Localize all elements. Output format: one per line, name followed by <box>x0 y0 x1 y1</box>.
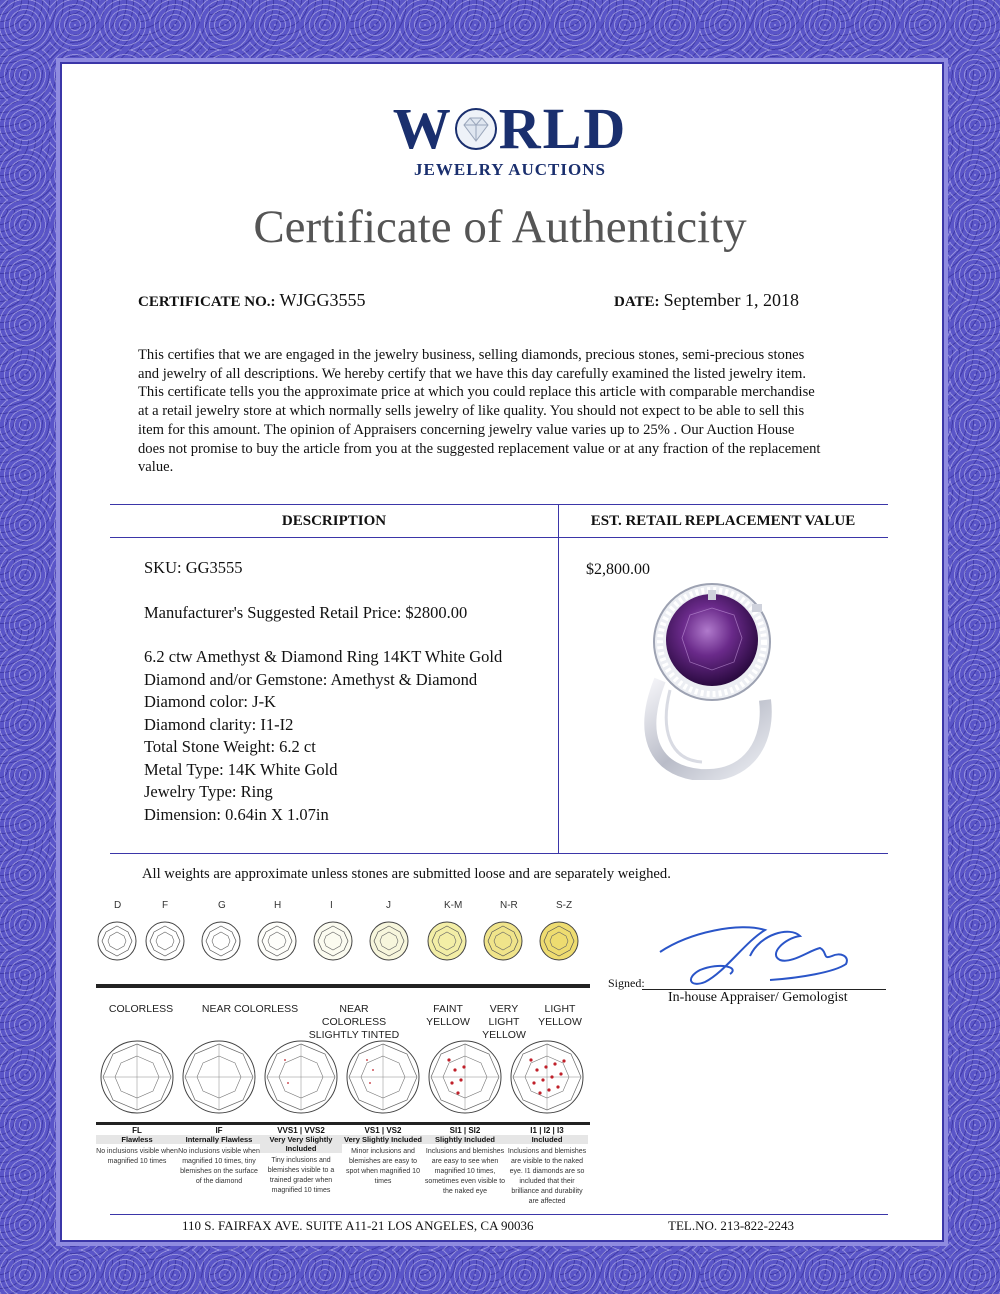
color-grade-letter: G <box>218 900 226 911</box>
color-category-line: COLORLESS <box>108 1003 174 1015</box>
clarity-diamond-icon <box>181 1034 257 1120</box>
signature <box>650 912 870 990</box>
detail-line: Diamond color: J-K <box>144 692 276 711</box>
table-column-divider <box>558 505 559 853</box>
logo-letters-rld: RLD <box>498 96 628 161</box>
color-grade-letter: N-R <box>500 900 518 911</box>
detail-line: Diamond clarity: I1-I2 <box>144 714 294 734</box>
intro-line: at a retail jewelry store at which normally sells jewelry of like quality. You should not expect to be able to sell this <box>138 403 805 420</box>
color-grade-bar <box>96 984 590 988</box>
clarity-grade-code: I1 | I2 | I3 <box>530 1126 564 1135</box>
color-grade-letter: D <box>114 900 122 911</box>
intro-line: This certifies that we are engaged in the jewelry business, selling diamonds, precious stones, semi-precious stones <box>138 347 805 363</box>
color-grade-letter: S-Z <box>556 900 573 911</box>
clarity-grade-name: Slightly Included <box>424 1135 506 1144</box>
color-category-line: NEAR COLORLESS <box>321 1003 387 1028</box>
weights-note: All weights are approximate unless stones are submitted loose and are separately weighed. <box>142 866 671 882</box>
detail-line: Jewelry Type: Ring <box>144 782 273 801</box>
certificate-number-label: CERTIFICATE NO.: <box>138 294 276 310</box>
color-category-line: NEAR COLORLESS <box>201 1003 299 1015</box>
color-grade-letter: F <box>162 900 169 911</box>
clarity-grade-description: Inclusions and blemishes are visible to the naked eye. I1 diamonds are so included that their brilliance and durability are affected <box>507 1148 587 1205</box>
sku: SKU: GG3555 <box>144 558 243 577</box>
certificate-number <box>138 290 366 311</box>
diamond-icon <box>482 920 524 962</box>
diamond-icon <box>368 920 410 962</box>
replacement-value: $2,800.00 <box>586 561 650 578</box>
detail-line: 6.2 ctw Amethyst & Diamond Ring 14KT White Gold <box>144 647 503 666</box>
detail-line: Metal Type: 14K White Gold <box>144 759 338 779</box>
table-header-divider <box>110 537 888 538</box>
diamond-icon <box>312 920 354 962</box>
signed-label: Signed: <box>608 976 645 990</box>
clarity-grade <box>424 1126 506 1196</box>
intro-line: and jewelry of all descriptions. We hereby certify that we have this day carefully examined the listed jewelry item. <box>138 365 807 382</box>
item-description <box>144 557 502 826</box>
intro-line: item for this amount. The opinion of Appraisers concerning jewelry value varies up to 25% . Our Auction House <box>138 421 795 438</box>
clarity-grade-name: Very Very Slightly Included <box>260 1135 342 1153</box>
clarity-grade-code: VVS1 | VVS2 <box>277 1126 325 1135</box>
color-category-line: LIGHT <box>544 1003 576 1015</box>
detail-line: Dimension: 0.64in X 1.07in <box>144 804 329 824</box>
clarity-grade-name: Very Slightly Included <box>342 1135 424 1144</box>
diamond-icon <box>200 920 242 962</box>
date-label: DATE: <box>614 294 660 310</box>
clarity-diamond-icon <box>99 1034 175 1120</box>
diamond-icon <box>426 920 468 962</box>
clarity-grade <box>96 1126 178 1166</box>
logo-letter-w: W <box>392 96 453 161</box>
color-grade-letter: K-M <box>444 900 463 911</box>
color-grade-letter: I <box>330 900 333 911</box>
color-category-line: YELLOW <box>538 1016 582 1028</box>
clarity-grade-name: Flawless <box>96 1135 178 1144</box>
clarity-grade <box>178 1126 260 1186</box>
intro-line: This certificate tells you the approximate price at which you could replace this article with comparable merchandise <box>138 384 815 401</box>
clarity-grade-description: Tiny inclusions and blemishes visible to a trained grader when magnified 10 times <box>267 1157 335 1194</box>
msrp: Manufacturer's Suggested Retail Price: $2800.00 <box>144 602 468 622</box>
value-header: EST. RETAIL REPLACEMENT VALUE <box>590 513 856 529</box>
color-category-line: YELLOW <box>426 1016 470 1028</box>
description-header: DESCRIPTION <box>281 513 387 529</box>
footer-address: 110 S. FAIRFAX AVE. SUITE A11-21 LOS ANGELES, CA 90036 <box>182 1218 534 1233</box>
color-category-line: YELLOW <box>482 1029 526 1041</box>
certificate-number-value: WJGG3555 <box>279 290 366 310</box>
color-category <box>530 1003 590 1029</box>
diamond-icon <box>256 920 298 962</box>
intro-line: value. <box>138 459 174 476</box>
certificate-date <box>614 290 799 311</box>
clarity-grade <box>260 1126 342 1195</box>
color-category <box>418 1003 478 1029</box>
color-category-line: SLIGHTLY TINTED <box>308 1029 400 1041</box>
clarity-grade-description: No inclusions visible when magnified 10 times <box>96 1148 178 1165</box>
diamond-icon <box>453 106 499 152</box>
detail-line: Diamond and/or Gemstone: Amethyst & Diamond <box>144 669 478 689</box>
clarity-diamond-icon <box>509 1034 585 1120</box>
clarity-grade-description: Minor inclusions and blemishes are easy to spot when magnified 10 times <box>346 1148 420 1185</box>
clarity-grade <box>342 1126 424 1186</box>
diamond-icon <box>144 920 186 962</box>
company-logo <box>390 96 630 180</box>
intro-paragraph <box>138 346 878 477</box>
clarity-grade-description: No inclusions visible when magnified 10 times, tiny blemishes on the surface of the diamond <box>178 1148 260 1185</box>
clarity-diamond-icon <box>427 1034 503 1120</box>
clarity-grade-code: FL <box>132 1126 142 1135</box>
color-category-line: VERY LIGHT <box>488 1003 520 1028</box>
clarity-grade-name: Internally Flawless <box>178 1135 260 1144</box>
color-grade-letter: J <box>386 900 391 911</box>
date-value: September 1, 2018 <box>663 290 800 310</box>
color-category <box>196 1003 304 1016</box>
clarity-grade-code: VS1 | VS2 <box>364 1126 402 1135</box>
logo-subtitle: JEWELRY AUCTIONS <box>414 160 606 179</box>
diamond-icon <box>538 920 580 962</box>
clarity-diamond-icon <box>345 1034 421 1120</box>
detail-line: Total Stone Weight: 6.2 ct <box>144 737 316 756</box>
clarity-grade-description: Inclusions and blemishes are easy to see when magnified 10 times, sometimes even visible to the naked eye <box>424 1148 506 1195</box>
clarity-grade <box>506 1126 588 1206</box>
color-grade-letter: H <box>274 900 282 911</box>
appraiser-title: In-house Appraiser/ Gemologist <box>668 990 848 1005</box>
footer-divider <box>110 1214 888 1215</box>
clarity-grade-code: IF <box>215 1126 223 1135</box>
clarity-grade-code: SI1 | SI2 <box>449 1126 481 1135</box>
clarity-grade-bar <box>96 1122 590 1125</box>
color-category <box>96 1003 186 1016</box>
certificate-title: Certificate of Authenticity <box>253 201 747 253</box>
clarity-grade-name: Included <box>506 1135 588 1144</box>
clarity-diamond-icon <box>263 1034 339 1120</box>
color-category-line: FAINT <box>433 1003 463 1015</box>
footer-telephone: TEL.NO. 213-822-2243 <box>668 1218 795 1233</box>
ring-image <box>630 580 790 780</box>
intro-line: does not promise to buy the article from you at the suggested replacement value or at any fraction of the replacement <box>138 440 821 457</box>
diamond-icon <box>96 920 138 962</box>
